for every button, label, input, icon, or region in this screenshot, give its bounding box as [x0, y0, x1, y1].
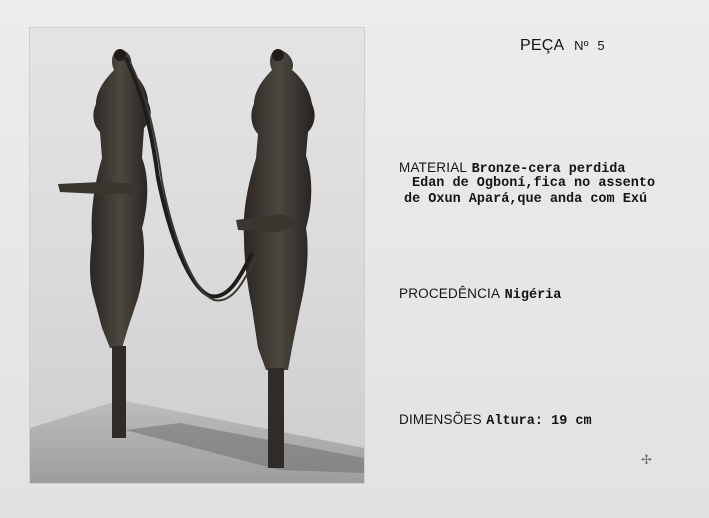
pencil-mark-icon: ✢ [641, 452, 652, 467]
artifact-photo [29, 27, 365, 484]
procedencia-value: Nigéria [504, 288, 562, 303]
piece-title [520, 37, 605, 55]
procedencia-row [399, 285, 561, 303]
dimensoes-value: Altura: 19 cm [486, 414, 592, 429]
dimensoes-row [399, 411, 592, 429]
material-value: Bronze-cera perdida [471, 162, 626, 177]
edan-ogboni-figures-icon [30, 28, 364, 483]
piece-number-sign: Nº [574, 38, 589, 53]
material-row [399, 159, 626, 177]
material-label: MATERIAL [399, 160, 468, 175]
piece-title-text: PEÇA [520, 37, 564, 54]
piece-number: 5 [597, 38, 605, 53]
procedencia-label: PROCEDÊNCIA [399, 286, 501, 301]
dimensoes-label: DIMENSÕES [399, 412, 482, 427]
material-description-line1: Edan de Ogboní,fica no assento [412, 176, 656, 191]
material-description-line2: de Oxun Apará,que anda com Exú [404, 192, 648, 207]
